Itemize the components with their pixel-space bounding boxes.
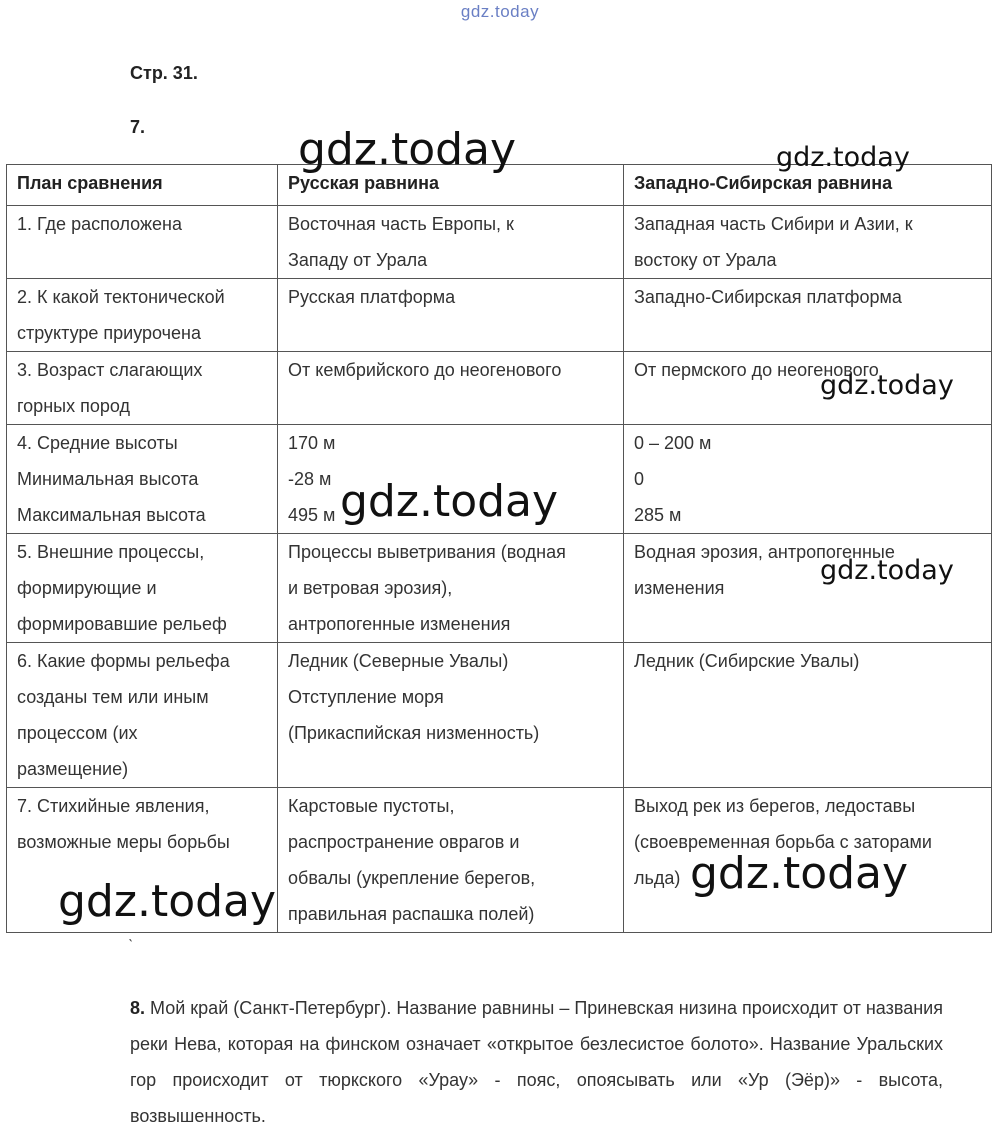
cell-line: 170 м <box>288 433 336 453</box>
cell-line: 3. Возраст слагающих <box>17 360 203 380</box>
table-cell <box>278 352 624 425</box>
cell-line: структуре приурочена <box>17 323 201 343</box>
stray-mark: ˋ <box>128 938 134 955</box>
cell-line: Западная часть Сибири и Азии, к <box>634 214 913 234</box>
task-8-number: 8. <box>130 998 146 1018</box>
cell-line: льда) <box>634 868 681 888</box>
cell-line: 7. Стихийные явления, <box>17 796 210 816</box>
table-cell <box>624 206 992 279</box>
cell-line: и ветровая эрозия), <box>288 578 453 598</box>
cell-line: Отступление моря <box>288 687 444 707</box>
cell-line: 495 м <box>288 505 336 525</box>
cell-line: изменения <box>634 578 725 598</box>
table-row <box>7 279 992 352</box>
cell-line: обвалы (укрепление берегов, <box>288 868 536 888</box>
cell-line: 1. Где расположена <box>17 214 182 234</box>
table-cell <box>7 534 278 643</box>
table-cell <box>278 534 624 643</box>
table-cell <box>278 788 624 933</box>
watermark-6: gdz.today <box>690 848 909 899</box>
cell-line: востоку от Урала <box>634 250 777 270</box>
cell-line: Ледник (Сибирские Увалы) <box>634 651 860 671</box>
cell-line: горных пород <box>17 396 130 416</box>
cell-line: формировавшие рельеф <box>17 614 227 634</box>
table-row <box>7 206 992 279</box>
table-row <box>7 643 992 788</box>
cell-line: процессом (их <box>17 723 138 743</box>
page-reference: Стр. 31. <box>130 63 198 83</box>
comparison-table <box>6 164 992 933</box>
table-row <box>7 534 992 643</box>
task-8-paragraph <box>130 990 943 1134</box>
cell-line: 5. Внешние процессы, <box>17 542 205 562</box>
cell-line: От пермского до неогенового <box>634 360 879 380</box>
table-cell <box>278 643 624 788</box>
cell-line: 4. Средние высоты <box>17 433 178 453</box>
cell-line: Ледник (Северные Увалы) <box>288 651 509 671</box>
cell-line: От кембрийского до неогенового <box>288 360 562 380</box>
cell-line: Восточная часть Европы, к <box>288 214 514 234</box>
table-cell <box>7 643 278 788</box>
table-cell <box>7 279 278 352</box>
watermark-3: gdz.today <box>820 370 954 401</box>
table-cell <box>624 643 992 788</box>
cell-line: 2. К какой тектонической <box>17 287 225 307</box>
header-west-siberian-plain: Западно-Сибирская равнина <box>624 165 992 206</box>
cell-line: формирующие и <box>17 578 157 598</box>
watermark-5: gdz.today <box>820 555 954 586</box>
cell-line: созданы тем или иным <box>17 687 209 707</box>
watermark-7: gdz.today <box>58 876 277 927</box>
cell-line: Минимальная высота <box>17 469 199 489</box>
cell-line: Западно-Сибирская платформа <box>634 287 902 307</box>
table-cell <box>624 425 992 534</box>
watermark-top: gdz.today <box>460 2 540 21</box>
cell-line: 0 – 200 м <box>634 433 712 453</box>
cell-line: антропогенные изменения <box>288 614 511 634</box>
cell-line: Выход рек из берегов, ледоставы <box>634 796 916 816</box>
cell-line: правильная распашка полей) <box>288 904 535 924</box>
table-cell <box>7 206 278 279</box>
cell-line: Русская платформа <box>288 287 456 307</box>
header-russian-plain: Русская равнина <box>278 165 624 206</box>
cell-line: 0 <box>634 469 645 489</box>
table-cell <box>278 206 624 279</box>
cell-line: Карстовые пустоты, <box>288 796 455 816</box>
table-cell <box>7 425 278 534</box>
cell-line: Водная эрозия, антропогенные <box>634 542 895 562</box>
cell-line: -28 м <box>288 469 332 489</box>
cell-line: 6. Какие формы рельефа <box>17 651 230 671</box>
cell-line: Максимальная высота <box>17 505 206 525</box>
watermark-4: gdz.today <box>340 476 559 527</box>
task-8-text: Мой край (Санкт-Петербург). Название равнины – Приневская низина происходит от названия реки Нева, которая на финском означает «открытое безлесистое болото». Название Уральских гор происходит от тюркского «Урау» - пояс, опоясывать или «Ур (Эёр)» - высота, возвышенность. <box>130 998 943 1126</box>
cell-line: Процессы выветривания (водная <box>288 542 566 562</box>
cell-line: возможные меры борьбы <box>17 832 230 852</box>
watermark-2: gdz.today <box>776 142 910 173</box>
cell-line: распространение оврагов и <box>288 832 520 852</box>
table-cell <box>624 279 992 352</box>
header-plan: План сравнения <box>7 165 278 206</box>
table-cell <box>278 279 624 352</box>
task-7-number: 7. <box>130 117 146 137</box>
cell-line: размещение) <box>17 759 129 779</box>
cell-line: Западу от Урала <box>288 250 428 270</box>
table-cell <box>624 534 992 643</box>
table-cell <box>7 352 278 425</box>
cell-line: (Прикаспийская низменность) <box>288 723 540 743</box>
cell-line: 285 м <box>634 505 682 525</box>
watermark-1: gdz.today <box>298 124 517 175</box>
cell-line: (своевременная борьба с заторами <box>634 832 932 852</box>
